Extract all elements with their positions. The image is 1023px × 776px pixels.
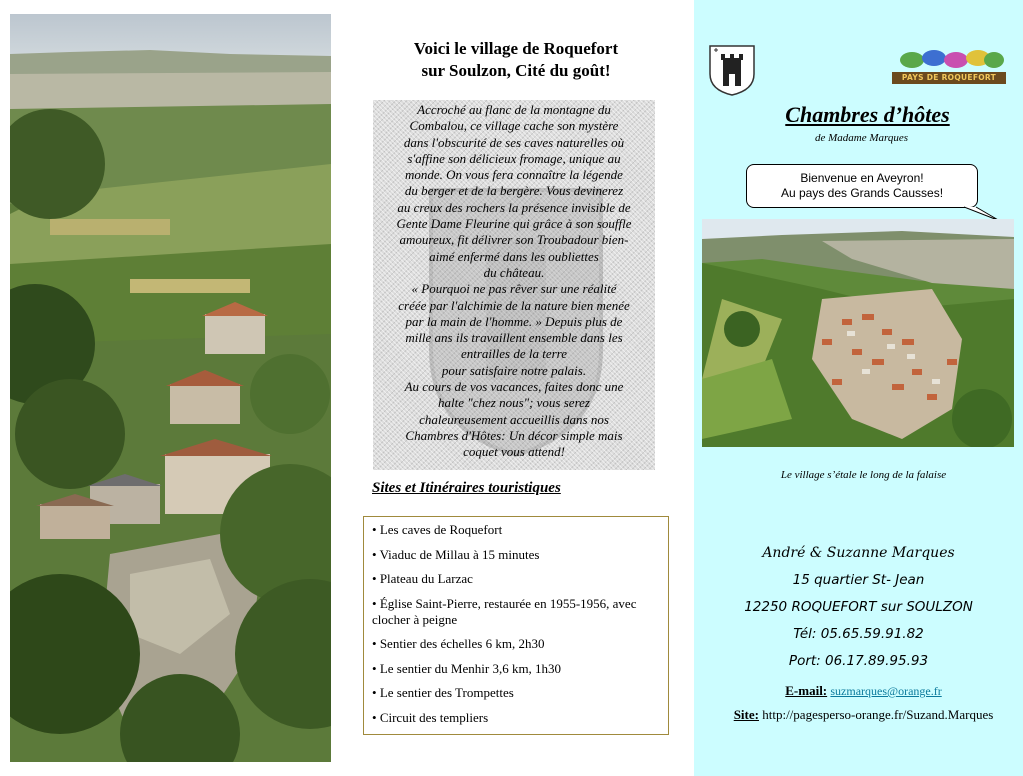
story-line: du château. bbox=[483, 264, 545, 280]
village-aerial-photo bbox=[702, 219, 1014, 447]
story-line: monde. On vous fera connaître la légende bbox=[405, 167, 623, 183]
story-line: Gente Dame Fleurine qui grâce à son souffle bbox=[396, 216, 632, 232]
story-line: halte "chez nous"; vous serez bbox=[438, 395, 590, 411]
sites-list-box bbox=[363, 516, 669, 735]
email-link[interactable]: suzmarques@orange.fr bbox=[830, 684, 942, 698]
sites-title: Sites et Itinéraires touristiques bbox=[372, 480, 561, 496]
owner-names: André & Suzanne Marques bbox=[762, 545, 955, 561]
photo-caption: Le village s’étale le long de la falaise bbox=[780, 469, 947, 481]
site-item-label: Église Saint-Pierre, restaurée en 1955-1956, avec clocher à peigne bbox=[372, 595, 637, 627]
site-url[interactable]: http://pagesperso-orange.fr/Suzand.Marques bbox=[762, 707, 994, 722]
page-title: Chambres d’hôtes bbox=[785, 102, 950, 127]
story-line: aimé enfermé dans les oubliettes bbox=[429, 248, 599, 264]
story-line: au creux des rochers la présence invisible de bbox=[397, 199, 631, 215]
story-line: Accroché au flanc de la montagne du bbox=[417, 102, 611, 117]
welcome-bubble bbox=[746, 164, 978, 208]
address-line2: 12250 ROQUEFORT sur SOULZON bbox=[744, 599, 973, 615]
site-item-label: Le sentier du Menhir 3,6 km, 1h30 bbox=[379, 660, 562, 676]
phone-number: Tél: 05.65.59.91.82 bbox=[793, 626, 924, 642]
sites-list bbox=[372, 522, 660, 726]
landscape-photo bbox=[10, 14, 331, 762]
list-item: • Viaduc de Millau à 15 minutes bbox=[372, 546, 540, 562]
list-item: • Circuit des templiers bbox=[372, 709, 489, 725]
site-item-label: Sentier des échelles 6 km, 2h30 bbox=[379, 636, 545, 651]
site-item-label: Le sentier des Trompettes bbox=[379, 685, 514, 700]
story-line: « Pourquoi ne pas rêver sur une réalité bbox=[411, 281, 617, 297]
site-item-label: Viaduc de Millau à 15 minutes bbox=[379, 546, 540, 562]
bubble-line2: Au pays des Grands Causses! bbox=[780, 186, 944, 200]
address-line1: 15 quartier St- Jean bbox=[792, 572, 925, 588]
story-line: amoureux, fit délivrer son Troubadour bien- bbox=[399, 232, 629, 248]
story-line: par la main de l'homme. » Depuis plus de bbox=[405, 313, 623, 329]
intro-title bbox=[360, 38, 672, 82]
story-box bbox=[373, 100, 655, 470]
email-line bbox=[694, 683, 1023, 699]
list-item: • Les caves de Roquefort bbox=[372, 522, 503, 537]
list-item: • Le sentier des Trompettes bbox=[372, 685, 514, 700]
left-photo bbox=[10, 14, 331, 762]
list-item: • Église Saint-Pierre, restaurée en 1955-1956, avec clocher à peigne bbox=[372, 595, 637, 627]
list-item: • Sentier des échelles 6 km, 2h30 bbox=[372, 636, 545, 651]
story-line: créée par l'alchimie de la nature bien menée bbox=[398, 297, 630, 313]
list-item: • Le sentier du Menhir 3,6 km, 1h30 bbox=[372, 660, 562, 676]
bubble-line1: Bienvenue en Aveyron! bbox=[800, 171, 924, 185]
page-subtitle: de Madame Marques bbox=[814, 132, 909, 144]
intro-title-line1: Voici le village de Roquefort bbox=[413, 39, 619, 58]
story-line: chaleureusement accueillis dans nos bbox=[419, 411, 609, 427]
story-line: entrailles de la terre bbox=[460, 346, 568, 362]
story-line: s'affine son délicieux fromage, unique au bbox=[407, 150, 621, 166]
contact-block bbox=[694, 540, 1023, 675]
story-line: du berger et de la bergère. Vous devinerez bbox=[404, 183, 624, 199]
story-line: mille ans ils travaillent ensemble dans les bbox=[405, 330, 623, 346]
story-line: dans l'obscurité de ses caves naturelles où bbox=[403, 134, 625, 150]
story-line: Au cours de vos vacances, faites donc une bbox=[404, 379, 624, 395]
middle-column bbox=[360, 0, 672, 776]
email-label: E-mail: bbox=[785, 683, 828, 698]
mobile-number: Port: 06.17.89.95.93 bbox=[788, 653, 929, 669]
site-item-label: Plateau du Larzac bbox=[379, 571, 473, 586]
story-text bbox=[373, 100, 655, 463]
site-item-label: Circuit des templiers bbox=[379, 709, 489, 725]
story-line: coquet vous attend! bbox=[463, 444, 565, 460]
village-photo bbox=[702, 219, 1014, 447]
website-line bbox=[694, 707, 1023, 723]
story-line: Combalou, ce village cache son mystère bbox=[409, 118, 619, 134]
right-panel bbox=[694, 0, 1023, 776]
story-line: pour satisfaire notre palais. bbox=[441, 362, 587, 378]
list-item: • Plateau du Larzac bbox=[372, 571, 473, 586]
site-item-label: Les caves de Roquefort bbox=[379, 522, 503, 537]
coat-of-arms-icon bbox=[708, 44, 756, 96]
story-line: Chambres d'Hôtes: Un décor simple mais bbox=[405, 427, 623, 443]
logo-text: PAYS DE ROQUEFORT bbox=[901, 73, 997, 82]
site-label: Site: bbox=[733, 707, 759, 722]
pays-de-roquefort-logo bbox=[890, 42, 1008, 86]
intro-title-line2: sur Soulzon, Cité du goût! bbox=[421, 61, 611, 80]
